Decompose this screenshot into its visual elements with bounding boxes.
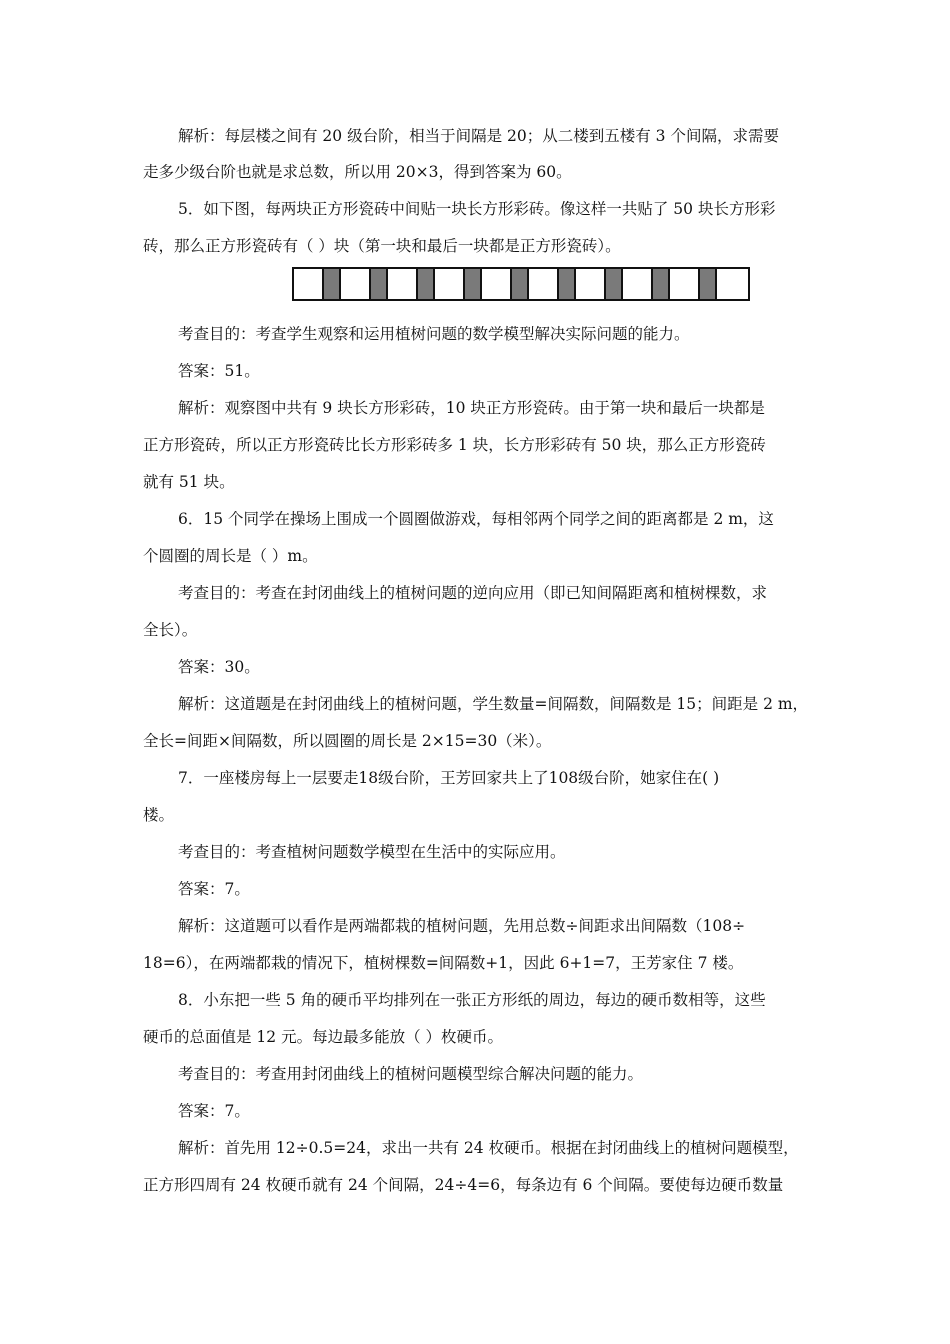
square-tile	[529, 269, 559, 299]
rect-tile	[418, 269, 435, 299]
rect-tile	[653, 269, 670, 299]
tile-figure	[292, 267, 750, 301]
text-line: 解析：这道题可以看作是两端都栽的植树问题，先用总数÷间距求出间隔数（108÷	[178, 917, 746, 935]
text-line: 答案：51。	[178, 362, 260, 380]
text-line: 18=6），在两端都栽的情况下，植树棵数=间隔数+1，因此 6+1=7，王芳家住 7 楼。	[143, 954, 744, 972]
text-line: 个圆圈的周长是（ ）m。	[143, 547, 318, 565]
text-line: 全长=间距×间隔数，所以圆圈的周长是 2×15=30（米）。	[143, 732, 552, 750]
text-line: 考查目的：考查学生观察和运用植树问题的数学模型解决实际问题的能力。	[178, 325, 690, 343]
square-tile	[623, 269, 653, 299]
rect-tile	[512, 269, 529, 299]
square-tile	[576, 269, 606, 299]
text-line: 解析：这道题是在封闭曲线上的植树问题，学生数量=间隔数，间隔数是 15；间距是 2 m，	[178, 695, 809, 713]
text-line: 5．如下图，每两块正方形瓷砖中间贴一块长方形彩砖。像这样一共贴了 50 块长方形彩	[178, 200, 776, 218]
text-line: 考查目的：考查用封闭曲线上的植树问题模型综合解决问题的能力。	[178, 1065, 644, 1083]
text-line: 全长）。	[143, 621, 198, 639]
square-tile	[717, 269, 747, 299]
text-line: 考查目的：考查植树问题数学模型在生活中的实际应用。	[178, 843, 566, 861]
text-line: 砖，那么正方形瓷砖有（ ）块（第一块和最后一块都是正方形瓷砖）。	[143, 237, 621, 255]
text-line: 解析：每层楼之间有 20 级台阶，相当于间隔是 20；从二楼到五楼有 3 个间隔，求需要	[178, 127, 779, 145]
text-line: 就有 51 块。	[143, 473, 235, 491]
text-line: 答案：7。	[178, 1102, 250, 1120]
rect-tile	[465, 269, 482, 299]
rect-tile	[606, 269, 623, 299]
rect-tile	[324, 269, 341, 299]
rect-tile	[700, 269, 717, 299]
text-line: 考查目的：考查在封闭曲线上的植树问题的逆向应用（即已知间隔距离和植树棵数，求	[178, 584, 768, 602]
text-line: 正方形瓷砖，所以正方形瓷砖比长方形彩砖多 1 块，长方形彩砖有 50 块，那么正方形瓷砖	[143, 436, 766, 454]
square-tile	[435, 269, 465, 299]
square-tile	[482, 269, 512, 299]
text-line: 解析：首先用 12÷0.5=24，求出一共有 24 枚硬币。根据在封闭曲线上的植树问题模型，	[178, 1139, 799, 1157]
text-line: 楼。	[143, 806, 175, 824]
square-tile	[670, 269, 700, 299]
text-line: 答案：30。	[178, 658, 260, 676]
text-line: 正方形四周有 24 枚硬币就有 24 个间隔，24÷4=6，每条边有 6 个间隔。要使每边硬币数量	[143, 1176, 784, 1194]
rect-tile	[559, 269, 576, 299]
text-line: 答案：7。	[178, 880, 250, 898]
rect-tile	[371, 269, 388, 299]
text-line: 硬币的总面值是 12 元。每边最多能放（ ）枚硬币。	[143, 1028, 504, 1046]
square-tile	[388, 269, 418, 299]
square-tile	[341, 269, 371, 299]
square-tile	[294, 269, 324, 299]
text-line: 6．15 个同学在操场上围成一个圆圈做游戏，每相邻两个同学之间的距离都是 2 m，这	[178, 510, 774, 528]
text-line: 走多少级台阶也就是求总数，所以用 20×3，得到答案为 60。	[143, 163, 572, 181]
text-line: 8．小东把一些 5 角的硬币平均排列在一张正方形纸的周边，每边的硬币数相等，这些	[178, 991, 766, 1009]
text-line: 7．一座楼房每上一层要走18级台阶，王芳回家共上了108级台阶，她家住在( )	[178, 769, 720, 787]
text-line: 解析：观察图中共有 9 块长方形彩砖，10 块正方形瓷砖。由于第一块和最后一块都是	[178, 399, 765, 417]
